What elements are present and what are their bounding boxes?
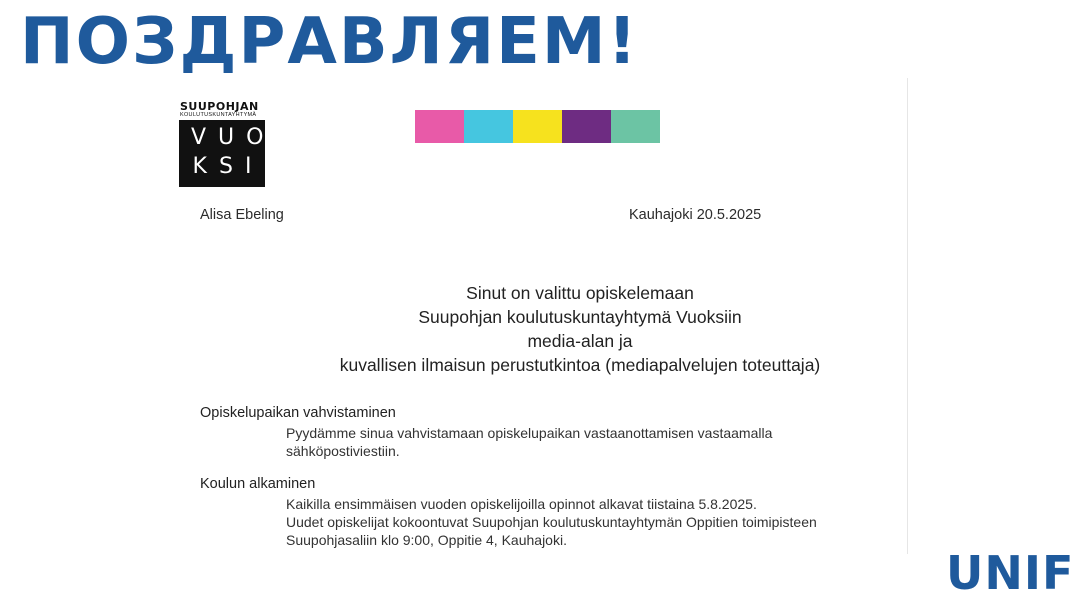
logo-subtitle: KOULUTUSKUNTAYHTYMÄ	[180, 112, 257, 118]
body-line: Uudet opiskelijat kokoontuvat Suupohjan koulutuskuntayhtymän Oppitien toimipisteen	[286, 514, 817, 530]
admission-statement	[240, 281, 920, 377]
body-line: sähköpostiviestiin.	[286, 443, 400, 459]
vuoksi-logo	[179, 120, 276, 187]
logo-line-2: KSI	[192, 154, 264, 179]
statement-line: kuvallisen ilmaisun perustutkintoa (mediapalvelujen toteuttaja)	[339, 355, 821, 375]
body-line: Pyydämme sinua vahvistamaan opiskelupaikan vastaanottamisen vastaamalla	[286, 425, 773, 441]
section-title-confirmation: Opiskelupaikan vahvistaminen	[200, 405, 396, 421]
place-date: Kauhajoki 20.5.2025	[629, 207, 762, 223]
color-swatch-1	[415, 110, 464, 143]
color-bar	[415, 110, 660, 143]
color-swatch-2	[464, 110, 513, 143]
statement-line: media-alan ja	[527, 331, 633, 351]
statement-line: Suupohjan koulutuskuntayhtymä Vuoksiin	[418, 307, 742, 327]
section-body-school-start	[286, 495, 886, 549]
color-swatch-3	[513, 110, 562, 143]
recipient-name: Alisa Ebeling	[200, 207, 284, 223]
headline: ПОЗДРАВЛЯЕМ!	[20, 5, 639, 79]
logo-line-1: VUO	[191, 125, 276, 150]
color-swatch-4	[562, 110, 611, 143]
section-body-confirmation	[286, 424, 886, 460]
unif-logo: UNIF	[946, 546, 1075, 600]
body-line: Suupohjasaliin klo 9:00, Oppitie 4, Kauhajoki.	[286, 532, 567, 548]
section-title-school-start: Koulun alkaminen	[200, 476, 316, 492]
color-swatch-5	[611, 110, 660, 143]
body-line: Kaikilla ensimmäisen vuoden opiskelijoilla opinnot alkavat tiistaina 5.8.2025.	[286, 496, 757, 512]
statement-line: Sinut on valittu opiskelemaan	[466, 283, 694, 303]
logo-top-text: SUUPOHJAN	[180, 100, 259, 113]
